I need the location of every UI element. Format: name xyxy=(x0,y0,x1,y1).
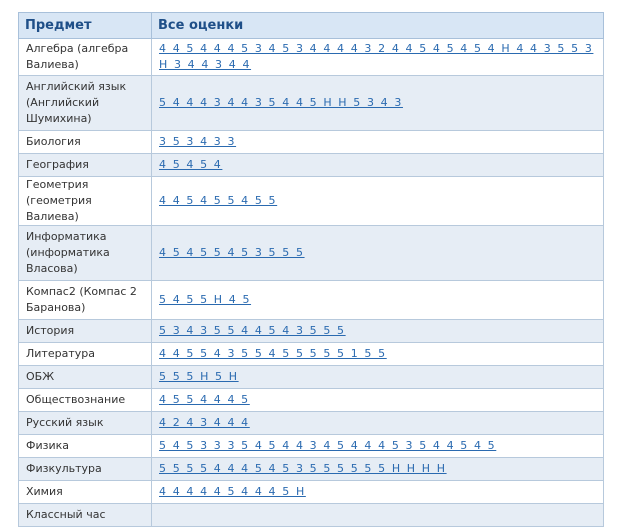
grades-link[interactable]: 4 5 4 5 5 4 5 3 5 5 5 xyxy=(159,246,305,259)
grades-link[interactable]: 5 4 5 3 3 3 5 4 5 4 4 3 4 5 4 4 4 5 3 5 4 4 5 4 5 xyxy=(159,439,497,452)
grades-cell xyxy=(152,39,604,76)
grades-cell xyxy=(152,458,604,481)
table-header-row xyxy=(19,13,604,39)
table-row xyxy=(19,177,604,226)
table-row xyxy=(19,76,604,131)
grades-cell xyxy=(152,389,604,412)
grades-link[interactable]: 3 5 3 4 3 3 xyxy=(159,135,237,148)
table-row xyxy=(19,281,604,320)
subject-name: Химия xyxy=(19,481,152,504)
subject-name: Компас2 (Компас 2 Баранова) xyxy=(19,281,152,320)
grades-link[interactable]: 4 5 5 4 4 4 5 xyxy=(159,393,250,406)
grades-cell xyxy=(152,131,604,154)
grades-link[interactable]: 5 5 5 Н 5 Н xyxy=(159,370,239,383)
grades-cell xyxy=(152,343,604,366)
table-row xyxy=(19,435,604,458)
subject-name: ОБЖ xyxy=(19,366,152,389)
grades-link[interactable]: 4 4 4 4 4 5 4 4 4 5 Н xyxy=(159,485,306,498)
table-row xyxy=(19,343,604,366)
table-row xyxy=(19,458,604,481)
subject-name: Русский язык xyxy=(19,412,152,435)
subject-name: Алгебра (алгебра Валиева) xyxy=(19,39,152,76)
table-row xyxy=(19,389,604,412)
column-header-subject: Предмет xyxy=(19,13,152,39)
table-row xyxy=(19,481,604,504)
subject-name: Литература xyxy=(19,343,152,366)
grades-link[interactable]: 5 5 5 5 4 4 4 5 4 5 3 5 5 5 5 5 5 Н Н Н Н xyxy=(159,462,447,475)
subject-name: Информатика (информатика Власова) xyxy=(19,226,152,281)
grades-cell xyxy=(152,226,604,281)
subject-name: География xyxy=(19,154,152,177)
column-header-grades: Все оценки xyxy=(152,13,604,39)
table-row xyxy=(19,154,604,177)
subject-name: Физика xyxy=(19,435,152,458)
subject-name: Физкультура xyxy=(19,458,152,481)
grades-cell xyxy=(152,154,604,177)
grades-cell xyxy=(152,76,604,131)
table-row xyxy=(19,226,604,281)
table-row xyxy=(19,39,604,76)
grades-cell xyxy=(152,481,604,504)
grades-link[interactable]: 5 3 4 3 5 5 4 4 5 4 3 5 5 5 xyxy=(159,324,346,337)
grades-cell xyxy=(152,177,604,226)
table-row xyxy=(19,131,604,154)
table-row xyxy=(19,412,604,435)
subject-name: Классный час xyxy=(19,504,152,527)
grades-link[interactable]: 5 4 5 5 Н 4 5 xyxy=(159,293,252,306)
grades-link[interactable]: 4 4 5 4 4 4 5 3 4 5 3 4 4 4 4 3 2 4 4 5 4 5 4 5 4 Н 4 4 3 5 5 3 Н 3 4 4 3 4 4 xyxy=(159,42,594,71)
grades-link[interactable]: 4 5 4 5 4 xyxy=(159,158,223,171)
subject-name: Биология xyxy=(19,131,152,154)
grades-link[interactable]: 4 2 4 3 4 4 4 xyxy=(159,416,250,429)
grades-link[interactable]: 5 4 4 4 3 4 4 3 5 4 4 5 Н Н 5 3 4 3 xyxy=(159,96,403,109)
grades-cell xyxy=(152,281,604,320)
grades-link[interactable]: 4 4 5 5 4 3 5 5 4 5 5 5 5 5 1 5 5 xyxy=(159,347,387,360)
table-row xyxy=(19,504,604,527)
grades-cell xyxy=(152,435,604,458)
table-row xyxy=(19,320,604,343)
subject-name: История xyxy=(19,320,152,343)
grades-cell xyxy=(152,504,604,527)
grades-table xyxy=(18,12,604,527)
table-row xyxy=(19,366,604,389)
subject-name: Английский язык (Английский Шумихина) xyxy=(19,76,152,131)
grades-cell xyxy=(152,412,604,435)
grades-link[interactable]: 4 4 5 4 5 5 4 5 5 xyxy=(159,194,278,207)
grades-cell xyxy=(152,320,604,343)
grades-cell xyxy=(152,366,604,389)
subject-name: Геометрия (геометрия Валиева) xyxy=(19,177,152,226)
subject-name: Обществознание xyxy=(19,389,152,412)
